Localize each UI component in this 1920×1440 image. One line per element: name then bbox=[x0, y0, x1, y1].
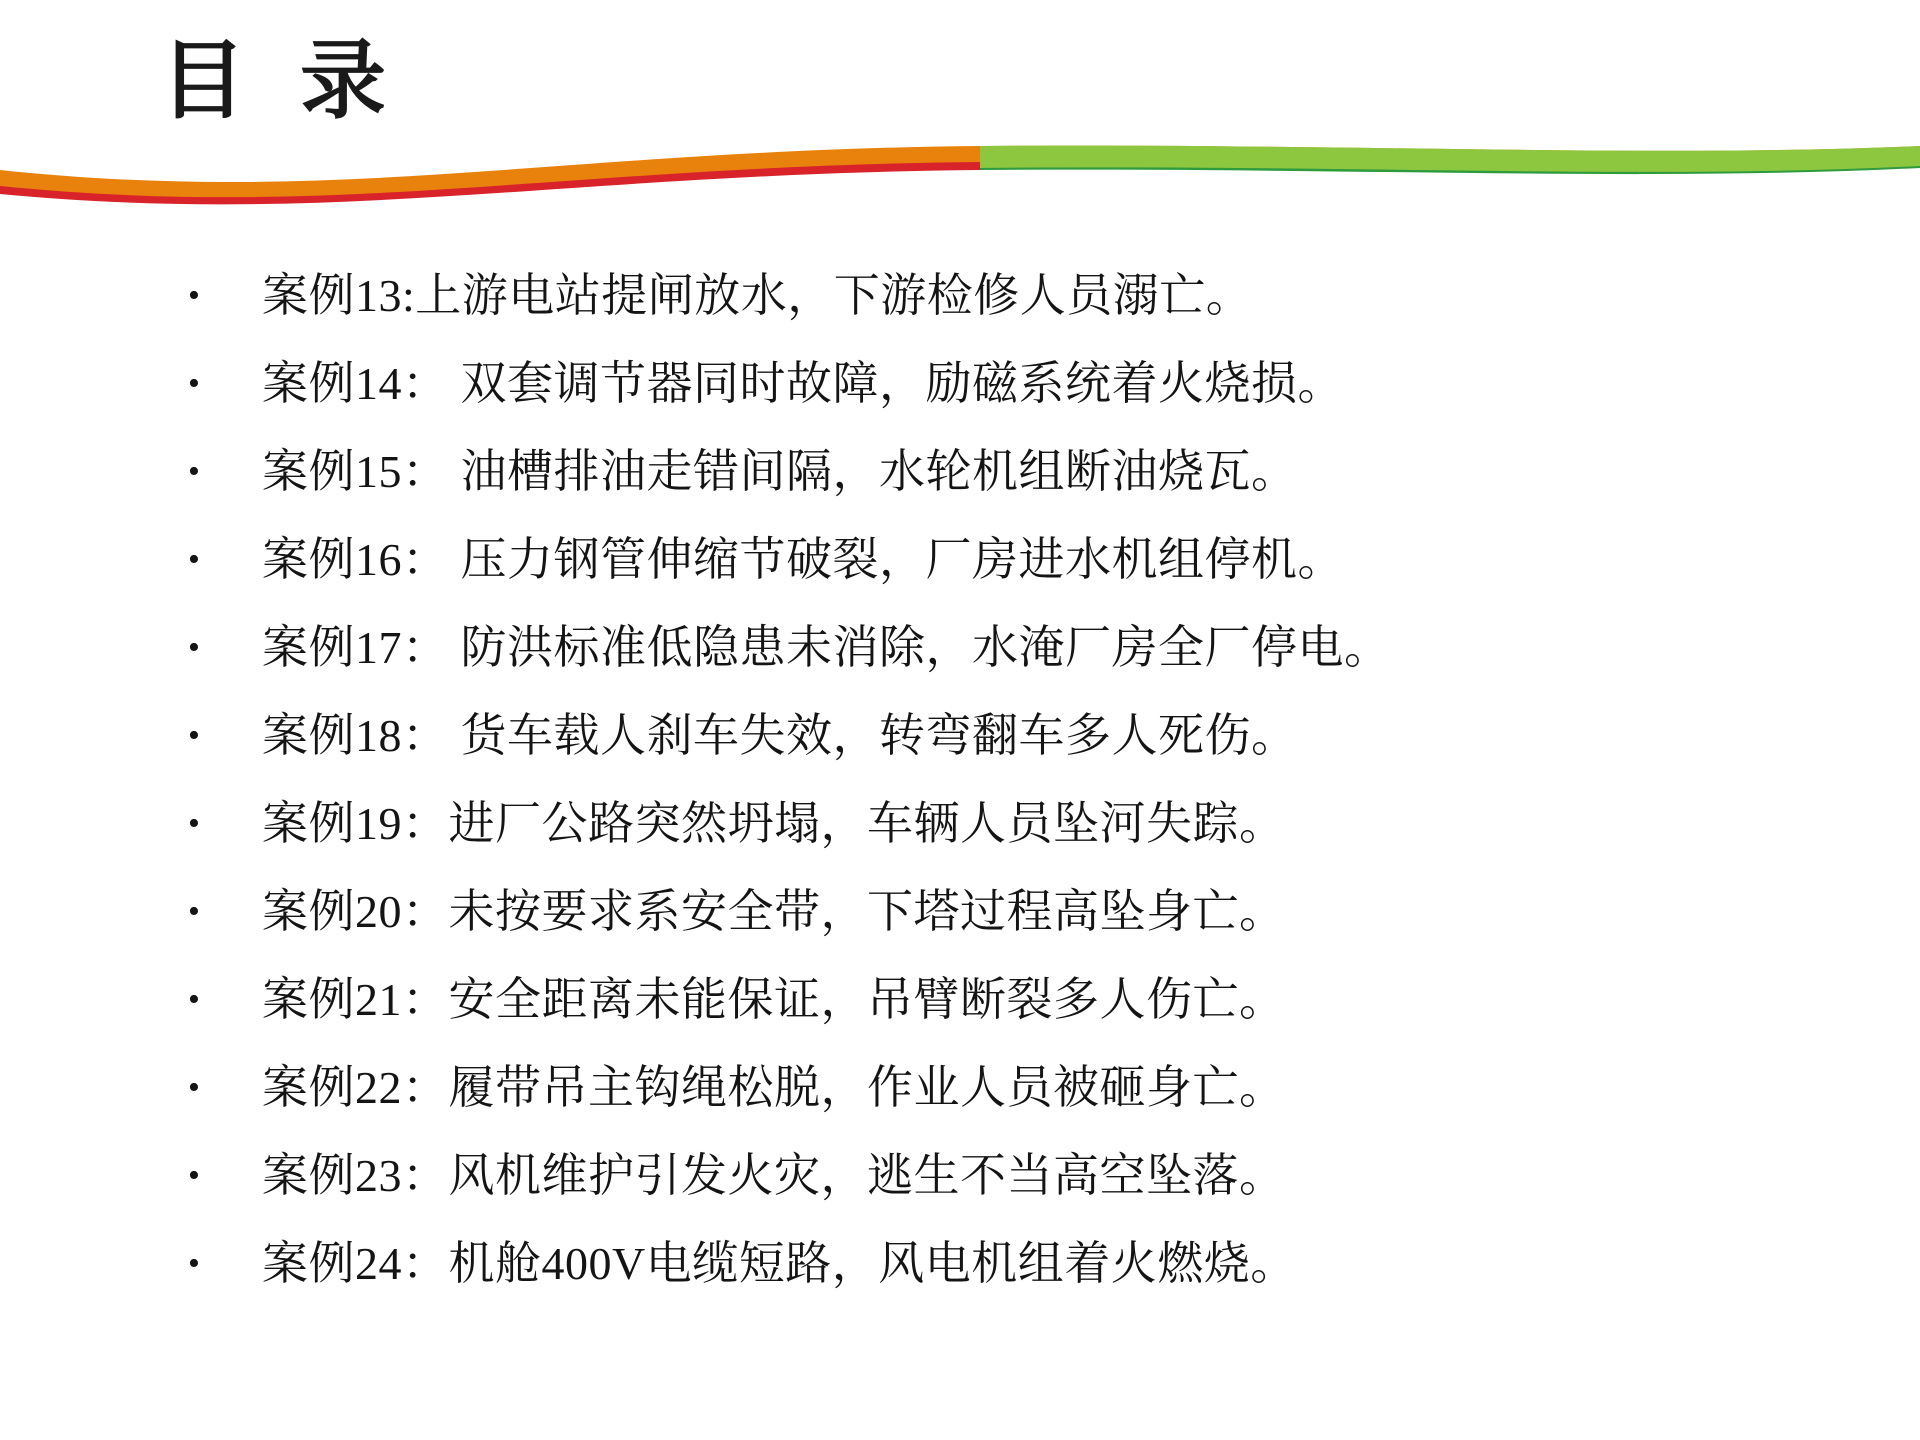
list-item-label: 案例22：履带吊主钩绳松脱，作业人员被砸身亡。 bbox=[262, 1062, 1286, 1113]
list-item[interactable] bbox=[0, 604, 1920, 692]
bullet-icon: • bbox=[188, 805, 201, 842]
list-item[interactable] bbox=[0, 428, 1920, 516]
list-item-label: 案例14： 双套调节器同时故障，励磁系统着火烧损。 bbox=[262, 358, 1344, 409]
bullet-icon: • bbox=[188, 1245, 201, 1282]
list-item[interactable] bbox=[0, 956, 1920, 1044]
list-item-label: 案例15： 油槽排油走错间隔，水轮机组断油烧瓦。 bbox=[262, 446, 1298, 497]
title-area bbox=[0, 0, 1920, 200]
bullet-icon: • bbox=[188, 453, 201, 490]
list-item[interactable] bbox=[0, 516, 1920, 604]
list-item-label: 案例23：风机维护引发火灾，逃生不当高空坠落。 bbox=[262, 1150, 1286, 1201]
list-item-label: 案例21：安全距离未能保证，吊臂断裂多人伤亡。 bbox=[262, 974, 1286, 1025]
bullet-icon: • bbox=[188, 893, 201, 930]
list-item[interactable] bbox=[0, 692, 1920, 780]
list-item[interactable] bbox=[0, 1044, 1920, 1132]
list-item-label: 案例19：进厂公路突然坍塌，车辆人员坠河失踪。 bbox=[262, 798, 1286, 849]
list-item-label: 案例24：机舱400V电缆短路，风电机组着火燃烧。 bbox=[262, 1238, 1297, 1289]
page-title: 目 录 bbox=[160, 31, 398, 131]
list-item[interactable] bbox=[0, 252, 1920, 340]
list-item-label: 案例17： 防洪标准低隐患未消除，水淹厂房全厂停电。 bbox=[262, 622, 1391, 673]
list-item[interactable] bbox=[0, 780, 1920, 868]
list-item-label: 案例16： 压力钢管伸缩节破裂，厂房进水机组停机。 bbox=[262, 534, 1344, 585]
list-item-label: 案例13:上游电站提闸放水，下游检修人员溺亡。 bbox=[262, 270, 1253, 321]
bullet-icon: • bbox=[188, 277, 201, 314]
list-item[interactable] bbox=[0, 1220, 1920, 1308]
bullet-icon: • bbox=[188, 981, 201, 1018]
bullet-icon: • bbox=[188, 629, 201, 666]
bullet-icon: • bbox=[188, 1157, 201, 1194]
list-item[interactable] bbox=[0, 868, 1920, 956]
bullet-icon: • bbox=[188, 541, 201, 578]
bullet-icon: • bbox=[188, 717, 201, 754]
list-item[interactable] bbox=[0, 1132, 1920, 1220]
table-of-contents bbox=[0, 252, 1920, 1308]
bullet-icon: • bbox=[188, 365, 201, 402]
list-item[interactable] bbox=[0, 340, 1920, 428]
toc-list bbox=[0, 252, 1920, 1308]
list-item-label: 案例18： 货车载人刹车失效，转弯翻车多人死伤。 bbox=[262, 710, 1298, 761]
bullet-icon: • bbox=[188, 1069, 201, 1106]
list-item-label: 案例20：未按要求系安全带，下塔过程高坠身亡。 bbox=[262, 886, 1286, 937]
